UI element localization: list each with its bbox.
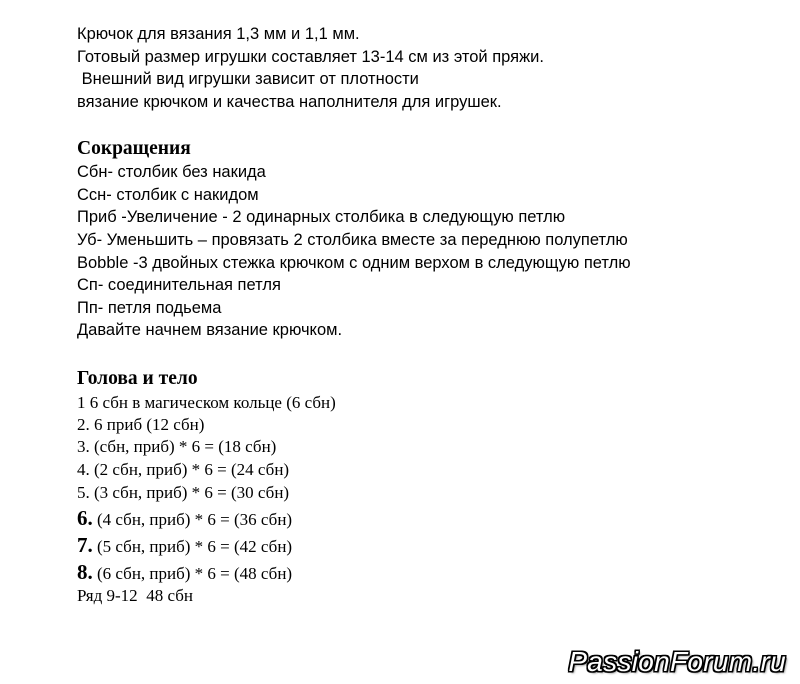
pattern-row <box>77 394 336 411</box>
row-text: 6 сбн в магическом кольце (6 сбн) <box>85 393 336 412</box>
abbreviation-item: Ссн- столбик с накидом <box>77 186 259 204</box>
row-number: 6. <box>77 506 93 530</box>
abbreviation-item: Bobble -3 двойных стежка крючком с одним верхом в следующую петлю <box>77 254 631 272</box>
row-number: 7. <box>77 533 93 557</box>
abbreviations-heading: Сокращения <box>77 138 191 159</box>
row-text: (3 сбн, приб) * 6 = (30 сбн) <box>89 483 290 502</box>
abbreviation-item: Давайте начнем вязание крючком. <box>77 321 343 339</box>
head-body-heading: Голова и тело <box>77 368 198 389</box>
watermark-logo: PassionForum.ru <box>568 646 786 677</box>
abbreviation-item: Сбн- столбик без накида <box>77 163 266 181</box>
abbreviation-item: Сп- соединительная петля <box>77 276 281 294</box>
row-text: (2 сбн, приб) * 6 = (24 сбн) <box>89 460 290 479</box>
row-number: 1 <box>77 393 86 412</box>
pattern-row <box>77 508 292 529</box>
row-number: 4. <box>77 460 90 479</box>
intro-line-4: вязание крючком и качества наполнителя для игрушек. <box>77 93 502 111</box>
pattern-row <box>77 484 289 501</box>
intro-line-1: Крючок для вязания 1,3 мм и 1,1 мм. <box>77 25 360 43</box>
abbreviation-item: Пп- петля подьема <box>77 299 222 317</box>
row-number: 8. <box>77 560 93 584</box>
row-text: 48 сбн <box>137 586 193 605</box>
abbreviation-item: Уб- Уменьшить – провязать 2 столбика вместе за переднюю полупетлю <box>77 231 628 249</box>
row-text: (4 сбн, приб) * 6 = (36 сбн) <box>92 510 293 529</box>
pattern-row <box>77 562 292 583</box>
row-text: (сбн, приб) * 6 = (18 сбн) <box>89 437 277 456</box>
row-text: 6 приб (12 сбн) <box>89 415 205 434</box>
intro-line-3: Внешний вид игрушки зависит от плотности <box>77 70 419 88</box>
pattern-row <box>77 461 289 478</box>
row-number: 3. <box>77 437 90 456</box>
row-text: (6 сбн, приб) * 6 = (48 сбн) <box>92 564 293 583</box>
pattern-row <box>77 535 292 556</box>
row-number: Ряд 9-12 <box>77 586 138 605</box>
row-number: 5. <box>77 483 90 502</box>
row-text: (5 сбн, приб) * 6 = (42 сбн) <box>92 537 293 556</box>
pattern-row <box>77 587 193 604</box>
intro-line-2: Готовый размер игрушки составляет 13-14 см из этой пряжи. <box>77 48 544 66</box>
abbreviation-item: Приб -Увеличение - 2 одинарных столбика в следующую петлю <box>77 208 566 226</box>
pattern-row <box>77 416 204 433</box>
row-number: 2. <box>77 415 90 434</box>
pattern-row <box>77 438 276 455</box>
